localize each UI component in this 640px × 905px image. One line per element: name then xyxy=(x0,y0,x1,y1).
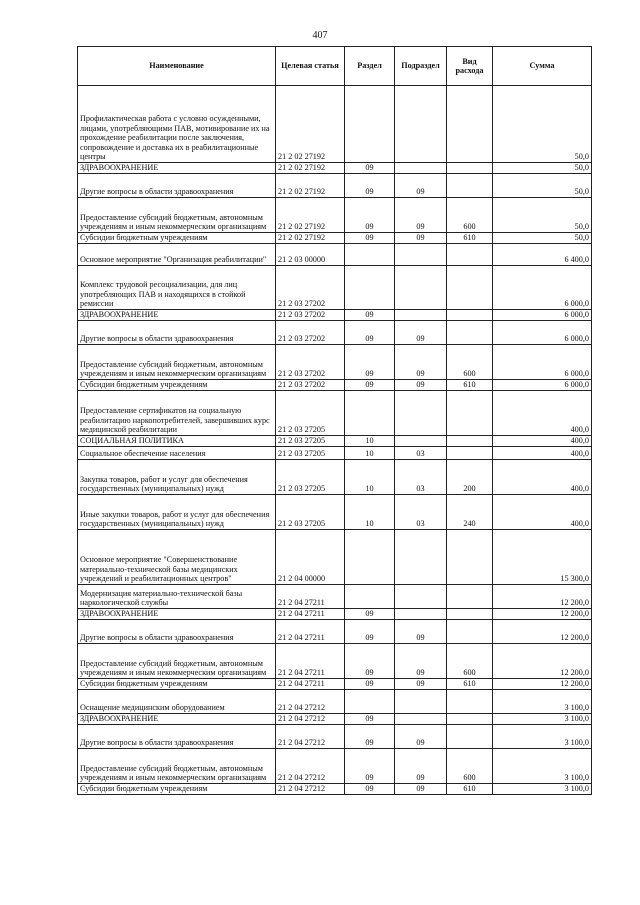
row-section: 09 xyxy=(345,310,395,321)
row-subsection xyxy=(395,530,447,585)
row-sum: 12 200,0 xyxy=(493,679,592,690)
row-code: 21 2 03 27205 xyxy=(276,436,345,447)
row-subsection xyxy=(395,690,447,714)
row-code: 21 2 02 27192 xyxy=(276,163,345,174)
row-subsection: 09 xyxy=(395,679,447,690)
row-code: 21 2 02 27192 xyxy=(276,198,345,233)
row-expense xyxy=(447,530,493,585)
row-subsection: 09 xyxy=(395,345,447,380)
table-row xyxy=(78,310,592,321)
table-row xyxy=(78,233,592,244)
row-section xyxy=(345,530,395,585)
row-code: 21 2 04 27212 xyxy=(276,784,345,795)
row-name: Субсидии бюджетным учреждениям xyxy=(78,380,276,391)
row-expense xyxy=(447,266,493,310)
row-name: Основное мероприятие "Организация реабилитации" xyxy=(78,244,276,266)
row-expense xyxy=(447,620,493,644)
row-subsection: 09 xyxy=(395,784,447,795)
header-code: Целевая статья xyxy=(276,47,345,86)
row-name: Другие вопросы в области здравоохранения xyxy=(78,321,276,345)
table-row xyxy=(78,86,592,163)
row-name: ЗДРАВООХРАНЕНИЕ xyxy=(78,310,276,321)
row-sum: 6 000,0 xyxy=(493,380,592,391)
row-subsection: 09 xyxy=(395,321,447,345)
row-expense xyxy=(447,321,493,345)
row-name: Предоставление субсидий бюджетным, автономным учреждениям и иным некоммерческим организациям xyxy=(78,345,276,380)
table-row xyxy=(78,380,592,391)
row-expense xyxy=(447,310,493,321)
row-code: 21 2 03 27202 xyxy=(276,266,345,310)
row-code: 21 2 04 27211 xyxy=(276,644,345,679)
row-expense: 610 xyxy=(447,679,493,690)
row-name: Модернизация материально-технической базы наркологической службы xyxy=(78,585,276,609)
row-subsection xyxy=(395,391,447,436)
row-section: 09 xyxy=(345,198,395,233)
row-section: 09 xyxy=(345,163,395,174)
table-row xyxy=(78,460,592,495)
row-section: 09 xyxy=(345,784,395,795)
row-section: 09 xyxy=(345,174,395,198)
row-expense xyxy=(447,447,493,460)
row-code: 21 2 04 27211 xyxy=(276,620,345,644)
row-name: Другие вопросы в области здравоохранения xyxy=(78,174,276,198)
row-sum: 6 400,0 xyxy=(493,244,592,266)
row-subsection: 03 xyxy=(395,495,447,530)
row-section: 09 xyxy=(345,679,395,690)
row-expense xyxy=(447,714,493,725)
row-sum: 6 000,0 xyxy=(493,266,592,310)
row-sum: 50,0 xyxy=(493,163,592,174)
row-name: Предоставление субсидий бюджетным, автономным учреждениям и иным некоммерческим организациям xyxy=(78,198,276,233)
table-row xyxy=(78,436,592,447)
table-row xyxy=(78,163,592,174)
table-row xyxy=(78,495,592,530)
row-subsection xyxy=(395,714,447,725)
row-code: 21 2 03 27202 xyxy=(276,380,345,391)
row-name: ЗДРАВООХРАНЕНИЕ xyxy=(78,714,276,725)
row-expense xyxy=(447,725,493,749)
row-subsection: 09 xyxy=(395,725,447,749)
row-code: 21 2 04 27212 xyxy=(276,690,345,714)
row-subsection xyxy=(395,436,447,447)
row-name: Иные закупки товаров, работ и услуг для обеспечения государственных (муниципальных) нужд xyxy=(78,495,276,530)
header-sum: Сумма xyxy=(493,47,592,86)
row-subsection xyxy=(395,86,447,163)
table-row xyxy=(78,725,592,749)
row-expense: 610 xyxy=(447,380,493,391)
row-sum: 6 000,0 xyxy=(493,310,592,321)
header-expense: Вид расхода xyxy=(447,47,493,86)
row-name: Комплекс трудовой ресоциализации, для лиц употребляющих ПАВ и находящихся в стойкой ремиссии xyxy=(78,266,276,310)
row-section xyxy=(345,585,395,609)
header-subsection: Подраздел xyxy=(395,47,447,86)
table-row xyxy=(78,609,592,620)
table-row xyxy=(78,174,592,198)
page-number: 407 xyxy=(312,30,328,41)
row-section: 09 xyxy=(345,714,395,725)
row-subsection: 03 xyxy=(395,460,447,495)
row-name: Закупка товаров, работ и услуг для обеспечения государственных (муниципальных) нужд xyxy=(78,460,276,495)
table-header-row xyxy=(78,47,592,86)
row-sum: 400,0 xyxy=(493,436,592,447)
table-row xyxy=(78,198,592,233)
row-sum: 50,0 xyxy=(493,86,592,163)
row-section xyxy=(345,266,395,310)
row-sum: 3 100,0 xyxy=(493,749,592,784)
row-section: 10 xyxy=(345,495,395,530)
row-subsection xyxy=(395,609,447,620)
table-row xyxy=(78,749,592,784)
table-row xyxy=(78,620,592,644)
row-subsection: 09 xyxy=(395,749,447,784)
table-row xyxy=(78,644,592,679)
row-sum: 3 100,0 xyxy=(493,784,592,795)
row-expense xyxy=(447,609,493,620)
row-subsection xyxy=(395,585,447,609)
row-sum: 50,0 xyxy=(493,174,592,198)
header-section: Раздел xyxy=(345,47,395,86)
row-section: 09 xyxy=(345,380,395,391)
row-sum: 400,0 xyxy=(493,391,592,436)
row-name: Другие вопросы в области здравоохранения xyxy=(78,725,276,749)
row-subsection: 09 xyxy=(395,198,447,233)
row-code: 21 2 04 27212 xyxy=(276,749,345,784)
row-section: 09 xyxy=(345,233,395,244)
row-code: 21 2 02 27192 xyxy=(276,233,345,244)
row-expense xyxy=(447,690,493,714)
row-name: Субсидии бюджетным учреждениям xyxy=(78,679,276,690)
row-expense: 610 xyxy=(447,784,493,795)
row-name: Предоставление субсидий бюджетным, автономным учреждениям и иным некоммерческим организациям xyxy=(78,644,276,679)
row-code: 21 2 03 27205 xyxy=(276,460,345,495)
row-section: 10 xyxy=(345,447,395,460)
row-expense: 240 xyxy=(447,495,493,530)
row-expense xyxy=(447,436,493,447)
row-section xyxy=(345,391,395,436)
table-row xyxy=(78,690,592,714)
row-code: 21 2 04 00000 xyxy=(276,530,345,585)
row-expense: 600 xyxy=(447,749,493,784)
row-section xyxy=(345,244,395,266)
row-name: Социальное обеспечение населения xyxy=(78,447,276,460)
row-name: Другие вопросы в области здравоохранения xyxy=(78,620,276,644)
row-section xyxy=(345,86,395,163)
row-sum: 6 000,0 xyxy=(493,345,592,380)
row-code: 21 2 02 27192 xyxy=(276,174,345,198)
row-section: 10 xyxy=(345,460,395,495)
row-subsection xyxy=(395,266,447,310)
row-section: 09 xyxy=(345,345,395,380)
row-code: 21 2 04 27212 xyxy=(276,725,345,749)
table-row xyxy=(78,714,592,725)
row-subsection xyxy=(395,310,447,321)
row-section: 09 xyxy=(345,644,395,679)
row-name: Основное мероприятие "Совершенствование материально-технической базы медицинских учреждений и реабилитационных центров" xyxy=(78,530,276,585)
table-row xyxy=(78,585,592,609)
row-section: 09 xyxy=(345,725,395,749)
row-name: Предоставление субсидий бюджетным, автономным учреждениям и иным некоммерческим организациям xyxy=(78,749,276,784)
row-sum: 400,0 xyxy=(493,460,592,495)
row-expense: 610 xyxy=(447,233,493,244)
row-subsection xyxy=(395,244,447,266)
row-sum: 6 000,0 xyxy=(493,321,592,345)
table-row xyxy=(78,266,592,310)
row-name: Профилактическая работа с условно осужденными, лицами, употребляющими ПАВ, мотивирование их на прохождение реабилитации после заключения, сопровождение и доставка их в реабилитационные центры xyxy=(78,86,276,163)
row-expense: 600 xyxy=(447,198,493,233)
row-expense xyxy=(447,163,493,174)
row-sum: 3 100,0 xyxy=(493,725,592,749)
row-name: Субсидии бюджетным учреждениям xyxy=(78,784,276,795)
row-name: Субсидии бюджетным учреждениям xyxy=(78,233,276,244)
row-name: Предоставление сертификатов на социальную реабилитацию наркопотребителей, завершивших курс медицинской реабилитации xyxy=(78,391,276,436)
row-code: 21 2 03 27205 xyxy=(276,391,345,436)
row-sum: 12 200,0 xyxy=(493,644,592,679)
row-section: 09 xyxy=(345,749,395,784)
row-subsection: 09 xyxy=(395,644,447,679)
row-code: 21 2 03 27202 xyxy=(276,321,345,345)
table-row xyxy=(78,784,592,795)
row-sum: 15 300,0 xyxy=(493,530,592,585)
row-code: 21 2 03 27205 xyxy=(276,447,345,460)
row-subsection: 03 xyxy=(395,447,447,460)
row-sum: 12 200,0 xyxy=(493,620,592,644)
row-code: 21 2 04 27211 xyxy=(276,609,345,620)
row-subsection: 09 xyxy=(395,174,447,198)
row-subsection: 09 xyxy=(395,380,447,391)
budget-table xyxy=(77,46,592,795)
row-expense: 600 xyxy=(447,345,493,380)
row-code: 21 2 03 27202 xyxy=(276,310,345,321)
table-row xyxy=(78,391,592,436)
row-expense xyxy=(447,244,493,266)
row-expense: 600 xyxy=(447,644,493,679)
row-sum: 3 100,0 xyxy=(493,714,592,725)
row-sum: 3 100,0 xyxy=(493,690,592,714)
row-expense xyxy=(447,86,493,163)
row-sum: 400,0 xyxy=(493,447,592,460)
row-code: 21 2 02 27192 xyxy=(276,86,345,163)
row-sum: 400,0 xyxy=(493,495,592,530)
row-expense xyxy=(447,585,493,609)
row-sum: 50,0 xyxy=(493,233,592,244)
row-section xyxy=(345,690,395,714)
table-row xyxy=(78,345,592,380)
row-code: 21 2 03 00000 xyxy=(276,244,345,266)
row-subsection: 09 xyxy=(395,233,447,244)
table-row xyxy=(78,244,592,266)
table-row xyxy=(78,530,592,585)
row-section: 09 xyxy=(345,609,395,620)
row-sum: 50,0 xyxy=(493,198,592,233)
row-section: 10 xyxy=(345,436,395,447)
table-row xyxy=(78,679,592,690)
row-code: 21 2 03 27205 xyxy=(276,495,345,530)
row-expense xyxy=(447,174,493,198)
row-code: 21 2 03 27202 xyxy=(276,345,345,380)
row-name: СОЦИАЛЬНАЯ ПОЛИТИКА xyxy=(78,436,276,447)
row-code: 21 2 04 27211 xyxy=(276,585,345,609)
row-name: ЗДРАВООХРАНЕНИЕ xyxy=(78,163,276,174)
row-name: ЗДРАВООХРАНЕНИЕ xyxy=(78,609,276,620)
row-sum: 12 200,0 xyxy=(493,585,592,609)
header-name: Наименование xyxy=(78,47,276,86)
row-name: Оснащение медицинским оборудованием xyxy=(78,690,276,714)
table-row xyxy=(78,447,592,460)
row-sum: 12 200,0 xyxy=(493,609,592,620)
row-code: 21 2 04 27211 xyxy=(276,679,345,690)
row-code: 21 2 04 27212 xyxy=(276,714,345,725)
row-subsection: 09 xyxy=(395,620,447,644)
row-section: 09 xyxy=(345,620,395,644)
table-row xyxy=(78,321,592,345)
row-expense: 200 xyxy=(447,460,493,495)
row-subsection xyxy=(395,163,447,174)
row-section: 09 xyxy=(345,321,395,345)
row-expense xyxy=(447,391,493,436)
